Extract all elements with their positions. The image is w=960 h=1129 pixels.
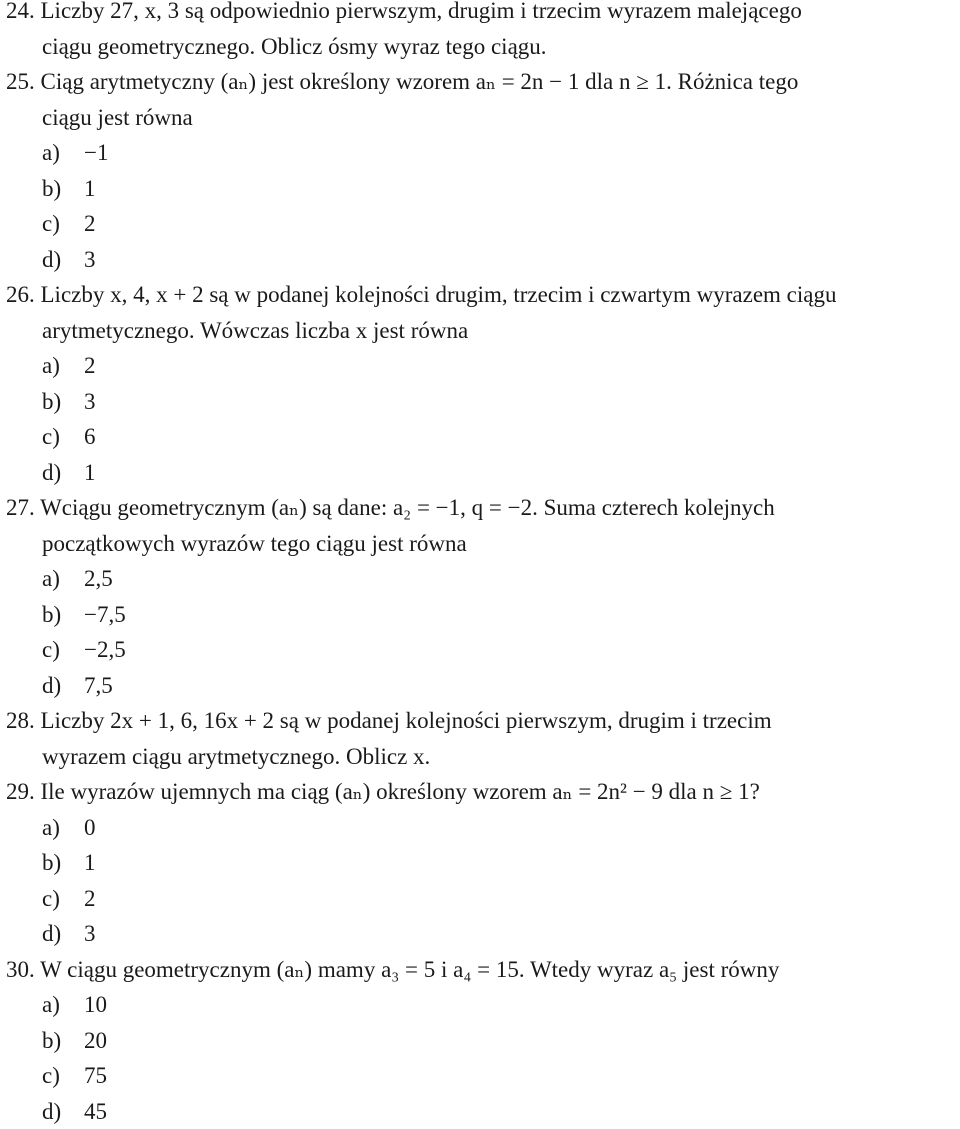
problem-24-line-2: ciągu geometrycznego. Oblicz ósmy wyraz tego ciągu.	[6, 29, 956, 65]
option-a: a) 0	[6, 810, 956, 846]
option-value: −2,5	[84, 637, 126, 662]
option-value: 10	[84, 992, 107, 1017]
option-d: d) 7,5	[6, 668, 956, 704]
option-value: 2	[84, 353, 96, 378]
option-d: d) 45	[6, 1094, 956, 1129]
problem-text: Ciąg arytmetyczny (aₙ) jest określony wzorem aₙ = 2n − 1 dla n ≥ 1. Różnica tego	[41, 69, 799, 94]
option-b: b) −7,5	[6, 597, 956, 633]
option-d: d) 3	[6, 916, 956, 952]
option-b: b) 1	[6, 845, 956, 881]
option-value: 3	[84, 247, 96, 272]
option-a: a) 2	[6, 348, 956, 384]
problem-27-line-1	[6, 490, 956, 526]
problem-28-line-1	[6, 703, 956, 739]
option-c: c) 75	[6, 1058, 956, 1094]
option-value: 0	[84, 815, 96, 840]
problem-26-line-1	[6, 277, 956, 313]
problem-number: 28.	[6, 708, 35, 733]
problem-text: Liczby 2x + 1, 6, 16x + 2 są w podanej kolejności pierwszym, drugim i trzecim	[41, 708, 772, 733]
option-a: a) −1	[6, 135, 956, 171]
problem-25-line-2: ciągu jest równa	[6, 100, 956, 136]
option-value: 1	[84, 460, 96, 485]
option-value: 45	[84, 1099, 107, 1124]
option-d: d) 1	[6, 455, 956, 491]
option-c: c) 2	[6, 206, 956, 242]
option-b: b) 20	[6, 1023, 956, 1059]
option-c: c) 2	[6, 881, 956, 917]
problem-list	[6, 0, 956, 1129]
problem-27-line-2: początkowych wyrazów tego ciągu jest równa	[6, 526, 956, 562]
problem-30-line-1	[6, 952, 956, 988]
option-c: c) 6	[6, 419, 956, 455]
problem-number: 27.	[6, 495, 35, 520]
problem-text: Ile wyrazów ujemnych ma ciąg (aₙ) określony wzorem aₙ = 2n² − 9 dla n ≥ 1?	[41, 779, 760, 804]
option-value: −1	[84, 140, 108, 165]
problem-number: 29.	[6, 779, 35, 804]
option-value: 2,5	[84, 566, 113, 591]
problem-number: 24.	[6, 0, 35, 23]
option-d: d) 3	[6, 242, 956, 278]
problem-text: W ciągu geometrycznym (aₙ) mamy a₃ = 5 i a₄ = 15. Wtedy wyraz a₅ jest równy	[40, 957, 779, 982]
option-b: b) 1	[6, 171, 956, 207]
problem-text: Liczby x, 4, x + 2 są w podanej kolejności drugim, trzecim i czwartym wyrazem ciągu	[41, 282, 837, 307]
option-b: b) 3	[6, 384, 956, 420]
problem-text: Liczby 27, x, 3 są odpowiednio pierwszym, drugim i trzecim wyrazem malejącego	[41, 0, 802, 23]
option-c: c) −2,5	[6, 632, 956, 668]
problem-24-line-1	[6, 0, 956, 29]
problem-number: 25.	[6, 69, 35, 94]
option-a: a) 2,5	[6, 561, 956, 597]
problem-25-line-1	[6, 64, 956, 100]
option-value: 20	[84, 1028, 107, 1053]
problem-text: Wciągu geometrycznym (aₙ) są dane: a₂ = −1, q = −2. Suma czterech kolejnych	[40, 495, 775, 520]
problem-29-line-1	[6, 774, 956, 810]
option-value: 2	[84, 886, 96, 911]
problem-26-line-2: arytmetycznego. Wówczas liczba x jest równa	[6, 313, 956, 349]
option-value: 3	[84, 389, 96, 414]
option-value: 3	[84, 921, 96, 946]
option-value: 7,5	[84, 673, 113, 698]
option-value: 1	[84, 176, 96, 201]
option-value: 2	[84, 211, 96, 236]
option-value: 6	[84, 424, 96, 449]
problem-number: 30.	[6, 957, 35, 982]
problem-number: 26.	[6, 282, 35, 307]
option-value: 75	[84, 1063, 107, 1088]
problem-28-line-2: wyrazem ciągu arytmetycznego. Oblicz x.	[6, 739, 956, 775]
option-value: 1	[84, 850, 96, 875]
option-a: a) 10	[6, 987, 956, 1023]
option-value: −7,5	[84, 602, 126, 627]
